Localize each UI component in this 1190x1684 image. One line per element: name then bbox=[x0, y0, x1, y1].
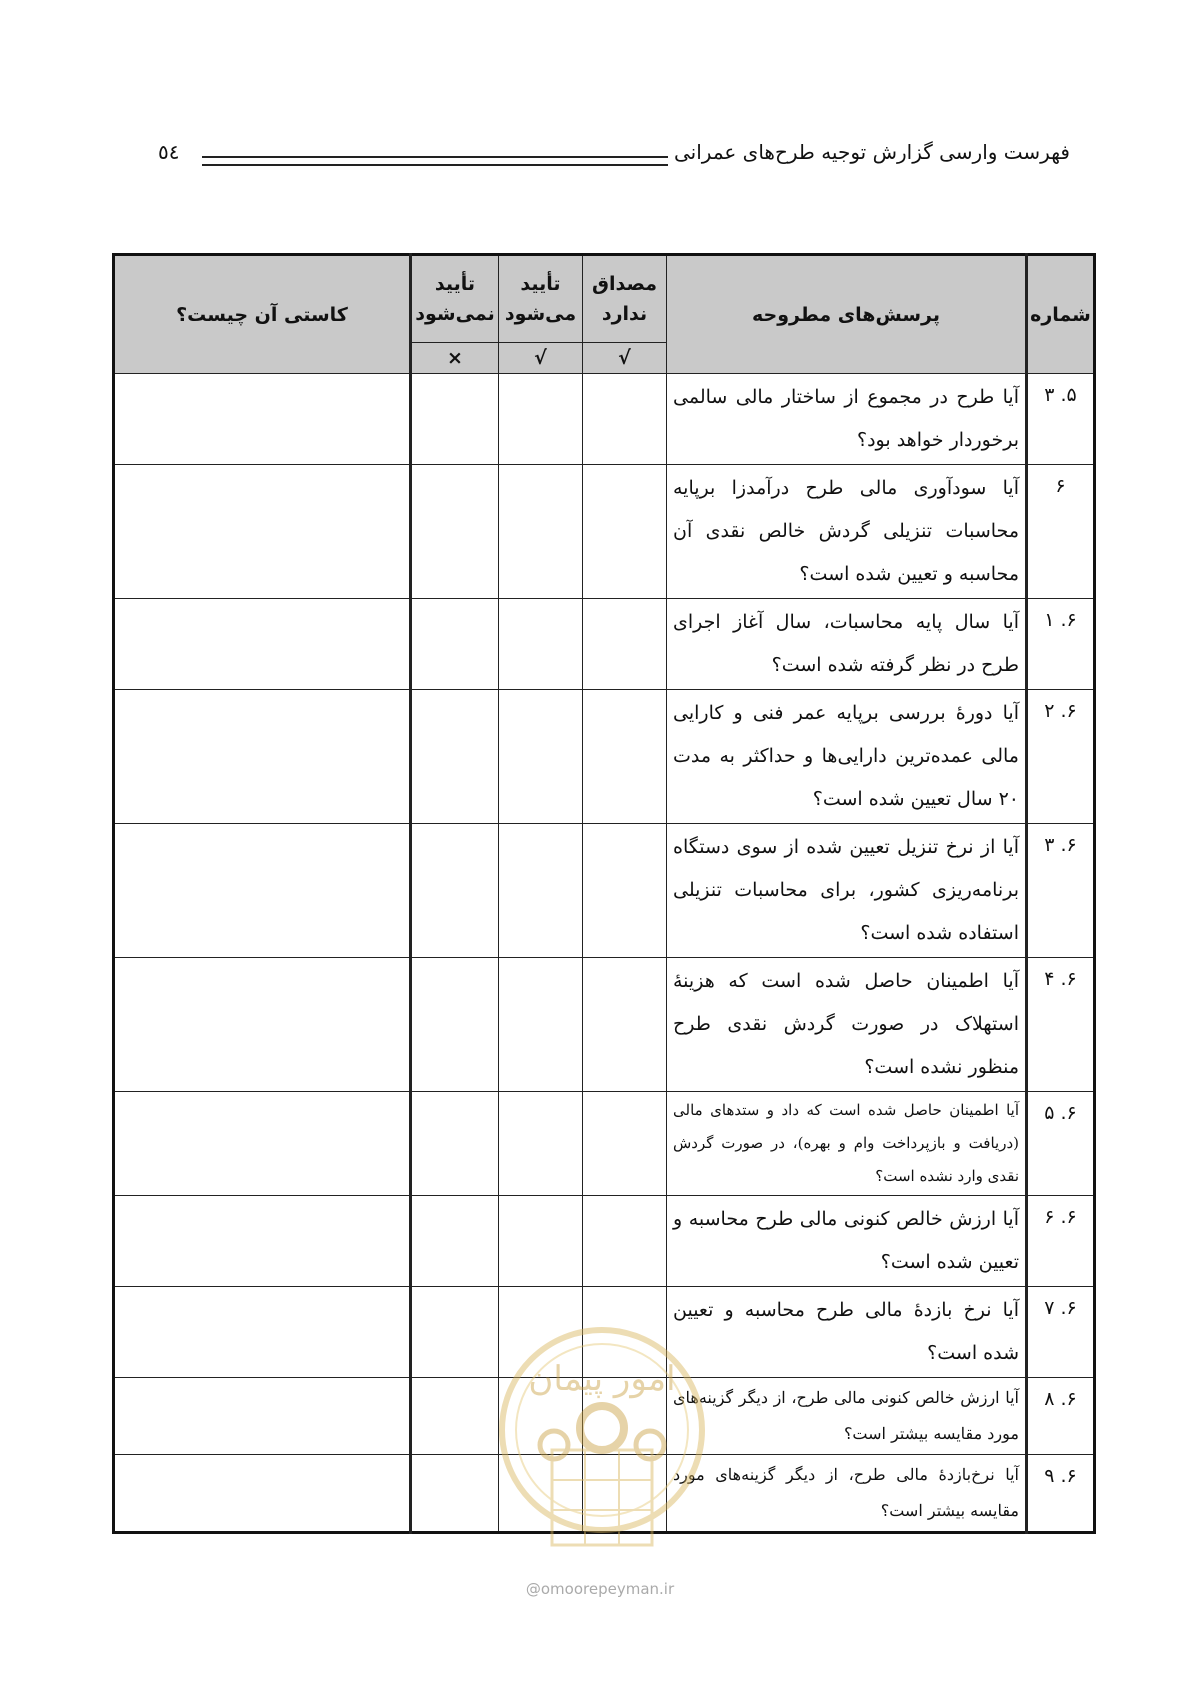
row-number: ۶. ۹ bbox=[1027, 1455, 1095, 1533]
cell-not-applicable[interactable] bbox=[583, 958, 667, 1092]
cell-not-approved[interactable] bbox=[411, 958, 499, 1092]
row-number: ۶. ۶ bbox=[1027, 1196, 1095, 1287]
cell-not-approved[interactable] bbox=[411, 1287, 499, 1378]
row-number: ۶ bbox=[1027, 465, 1095, 599]
cell-shortcoming[interactable] bbox=[114, 1092, 411, 1196]
cell-not-approved[interactable] bbox=[411, 374, 499, 465]
table-row bbox=[114, 599, 1095, 690]
row-number: ۶. ۳ bbox=[1027, 824, 1095, 958]
cell-not-approved[interactable] bbox=[411, 1455, 499, 1533]
header-number: شماره bbox=[1027, 255, 1095, 374]
cell-approved[interactable] bbox=[499, 374, 583, 465]
header-not-applicable-line1: مصداق bbox=[592, 273, 657, 295]
watermark-brand: امور پیمان bbox=[528, 1359, 676, 1399]
row-question: آیا سال پایه محاسبات، سال آغاز اجرای طرح در نظر گرفته شده است؟ bbox=[667, 599, 1027, 690]
cell-not-applicable[interactable] bbox=[583, 690, 667, 824]
cell-not-applicable[interactable] bbox=[583, 465, 667, 599]
header-not-applicable-line2: ندارد bbox=[601, 303, 648, 325]
row-question: آیا طرح در مجموع از ساختار مالی سالمی برخوردار خواهد بود؟ bbox=[667, 374, 1027, 465]
row-number: ۶. ۴ bbox=[1027, 958, 1095, 1092]
row-number: ۶. ۱ bbox=[1027, 599, 1095, 690]
header-not-approved-line1: تأیید bbox=[434, 273, 476, 295]
row-number: ۶. ۷ bbox=[1027, 1287, 1095, 1378]
cell-approved[interactable] bbox=[499, 599, 583, 690]
cell-shortcoming[interactable] bbox=[114, 599, 411, 690]
cell-shortcoming[interactable] bbox=[114, 690, 411, 824]
watermark-logo bbox=[492, 1320, 712, 1570]
cell-not-applicable[interactable] bbox=[583, 1196, 667, 1287]
header-not-approved-line2: نمی‌شود bbox=[415, 303, 495, 325]
mark-approved: √ bbox=[499, 343, 583, 374]
cell-not-applicable[interactable] bbox=[583, 374, 667, 465]
cell-approved[interactable] bbox=[499, 1196, 583, 1287]
cell-approved[interactable] bbox=[499, 824, 583, 958]
header-not-applicable bbox=[583, 255, 667, 343]
table-row bbox=[114, 1196, 1095, 1287]
row-question: آیا نرخ‌بازدهٔ مالی طرح، از دیگر گزینه‌های مورد مقایسه بیشتر است؟ bbox=[667, 1455, 1027, 1533]
cell-not-applicable[interactable] bbox=[583, 1092, 667, 1196]
page-header bbox=[150, 140, 1070, 180]
row-number: ۵. ۳ bbox=[1027, 374, 1095, 465]
row-question: آیا اطمینان حاصل شده است که هزینهٔ استهلاک در صورت گردش نقدی طرح منظور نشده است؟ bbox=[667, 958, 1027, 1092]
row-question: آیا از نرخ تنزیل تعیین شده از سوی دستگاه برنامه‌ریزی کشور، برای محاسبات تنزیلی استفاده شده است؟ bbox=[667, 824, 1027, 958]
header-approved-line1: تأیید bbox=[520, 273, 561, 295]
cell-not-approved[interactable] bbox=[411, 690, 499, 824]
cell-not-approved[interactable] bbox=[411, 1378, 499, 1455]
header-shortcoming: کاستی آن چیست؟ bbox=[114, 255, 411, 374]
cell-approved[interactable] bbox=[499, 465, 583, 599]
cell-shortcoming[interactable] bbox=[114, 374, 411, 465]
mark-not-approved: × bbox=[411, 343, 499, 374]
row-number: ۶. ۸ bbox=[1027, 1378, 1095, 1455]
cell-not-approved[interactable] bbox=[411, 599, 499, 690]
row-question: آیا ارزش خالص کنونی مالی طرح، از دیگر گزینه‌های مورد مقایسه بیشتر است؟ bbox=[667, 1378, 1027, 1455]
header-approved bbox=[499, 255, 583, 343]
row-number: ۶. ۵ bbox=[1027, 1092, 1095, 1196]
cell-shortcoming[interactable] bbox=[114, 824, 411, 958]
table-row bbox=[114, 374, 1095, 465]
table-row bbox=[114, 465, 1095, 599]
table-row bbox=[114, 824, 1095, 958]
cell-approved[interactable] bbox=[499, 958, 583, 1092]
cell-not-applicable[interactable] bbox=[583, 824, 667, 958]
cell-shortcoming[interactable] bbox=[114, 1287, 411, 1378]
cell-shortcoming[interactable] bbox=[114, 465, 411, 599]
cell-not-approved[interactable] bbox=[411, 1092, 499, 1196]
header-question: پرسش‌های مطروحه bbox=[667, 255, 1027, 374]
row-question: آیا ارزش خالص کنونی مالی طرح محاسبه و تعیین شده است؟ bbox=[667, 1196, 1027, 1287]
cell-shortcoming[interactable] bbox=[114, 1196, 411, 1287]
cell-not-applicable[interactable] bbox=[583, 599, 667, 690]
cell-shortcoming[interactable] bbox=[114, 958, 411, 1092]
cell-shortcoming[interactable] bbox=[114, 1455, 411, 1533]
row-question: آیا سودآوری مالی طرح درآمدزا برپایه محاسبات تنزیلی گردش خالص نقدی آن محاسبه و تعیین شده است؟ bbox=[667, 465, 1027, 599]
cell-approved[interactable] bbox=[499, 690, 583, 824]
cell-approved[interactable] bbox=[499, 1092, 583, 1196]
header-approved-line2: می‌شود bbox=[504, 303, 577, 325]
mark-not-applicable: √ bbox=[583, 343, 667, 374]
row-question: آیا دورهٔ بررسی برپایه عمر فنی و کارایی مالی عمده‌ترین دارایی‌ها و حداکثر به مدت ۲۰ سال تعیین شده است؟ bbox=[667, 690, 1027, 824]
watermark-url: @omoorepeyman.ir bbox=[525, 1580, 675, 1598]
table-row bbox=[114, 1092, 1095, 1196]
table-row bbox=[114, 690, 1095, 824]
cell-not-approved[interactable] bbox=[411, 824, 499, 958]
page-number: ٥٤ bbox=[158, 140, 180, 164]
header-rule bbox=[202, 156, 668, 166]
row-question: آیا نرخ بازدهٔ مالی طرح محاسبه و تعیین شده است؟ bbox=[667, 1287, 1027, 1378]
cell-not-approved[interactable] bbox=[411, 1196, 499, 1287]
header-title: فهرست وارسی گزارش توجیه طرح‌های عمرانی bbox=[674, 140, 1070, 164]
row-question: آیا اطمینان حاصل شده است که داد و ستدهای مالی (دریافت و بازپرداخت وام و بهره)، در صورت گردش نقدی وارد نشده است؟ bbox=[667, 1092, 1027, 1196]
table-row bbox=[114, 958, 1095, 1092]
cell-not-approved[interactable] bbox=[411, 465, 499, 599]
cell-shortcoming[interactable] bbox=[114, 1378, 411, 1455]
row-number: ۶. ۲ bbox=[1027, 690, 1095, 824]
header-not-approved bbox=[411, 255, 499, 343]
